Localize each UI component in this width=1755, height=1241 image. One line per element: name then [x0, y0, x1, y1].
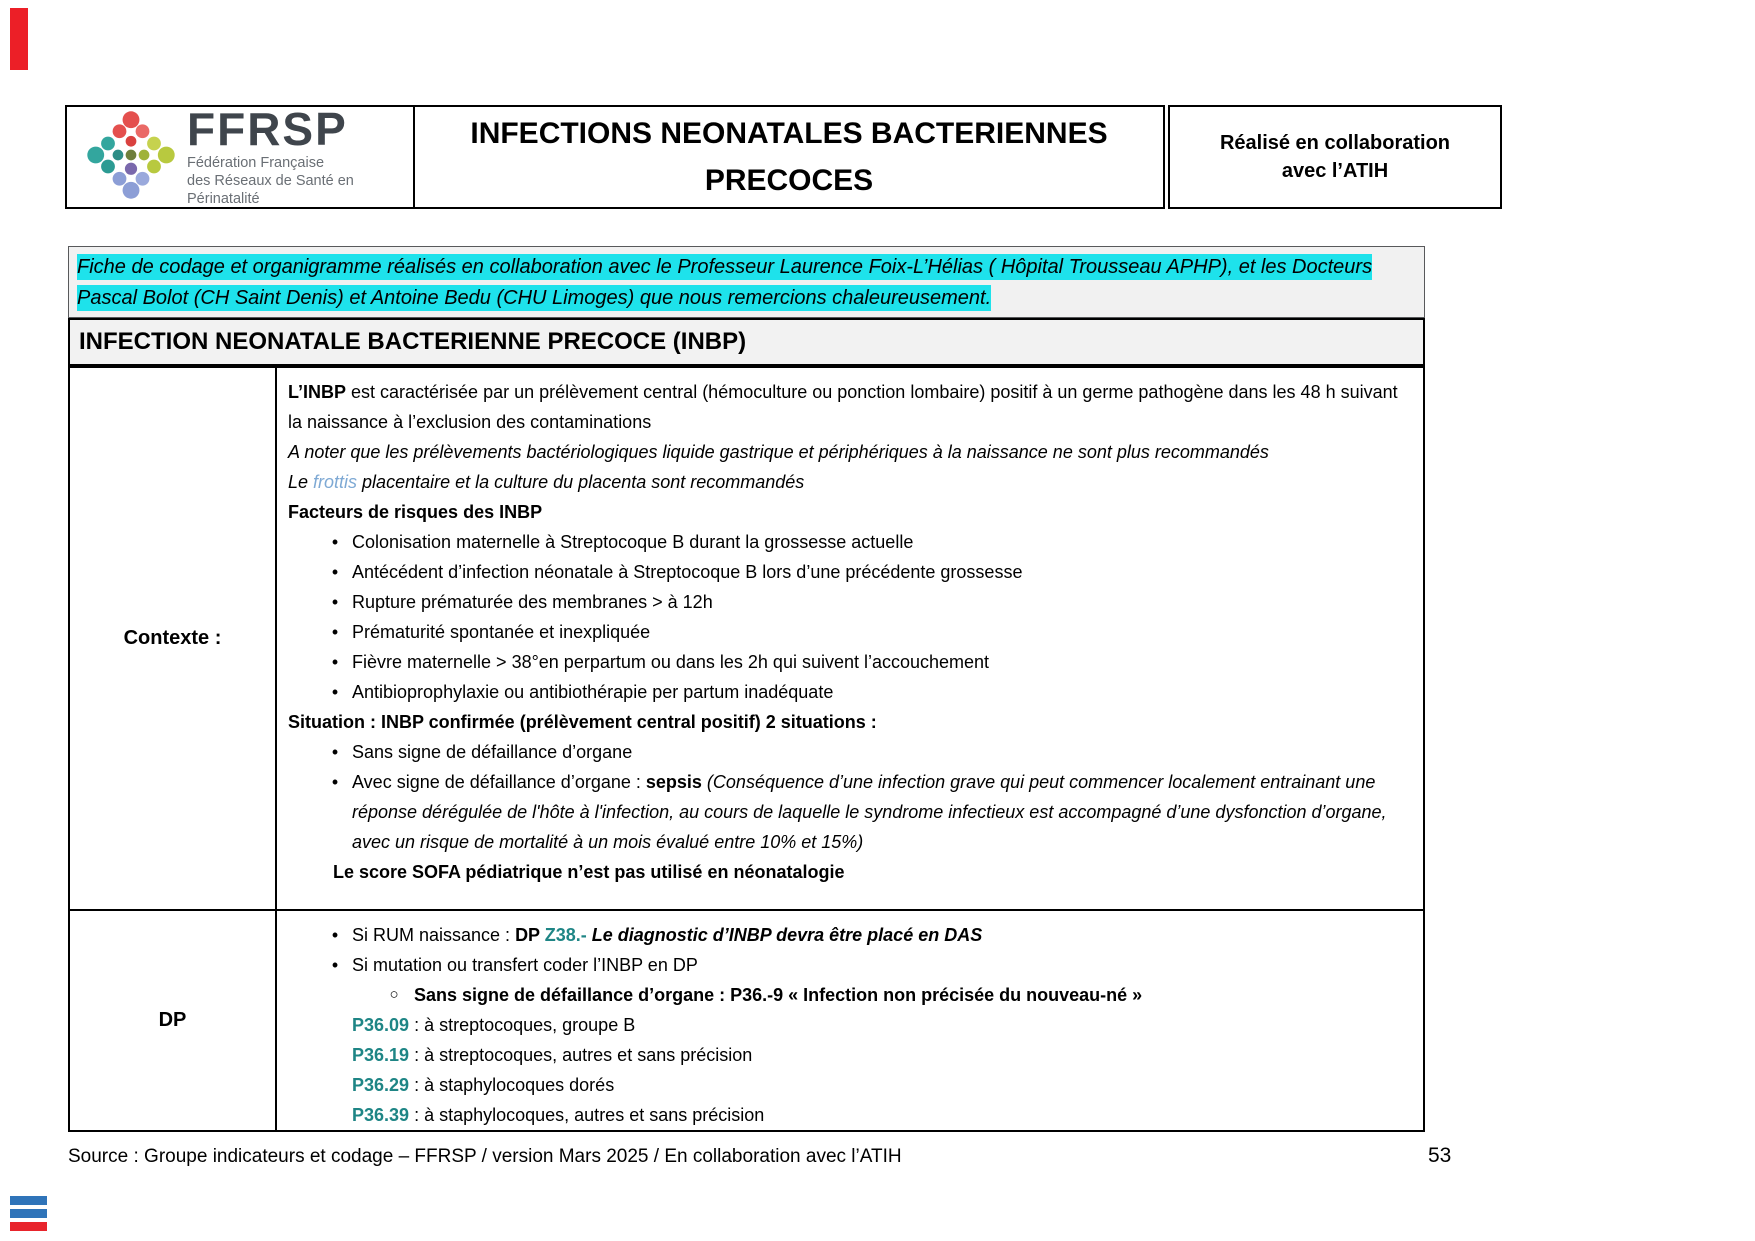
- heading-facteurs-risques: Facteurs de risques des INBP: [288, 502, 543, 522]
- situation-bullet-1: • Sans signe de défaillance d’organe: [288, 737, 1411, 767]
- bullet-icon: •: [331, 652, 339, 672]
- code-z38: Z38.-: [544, 925, 587, 945]
- paragraph-frottis: Le frottis placentaire et la culture du placenta sont recommandés: [288, 472, 805, 492]
- code-line-p3629: P36.29 : à staphylocoques dorés: [352, 1075, 615, 1095]
- code-line-p3619: P36.19 : à streptocoques, autres et sans précision: [352, 1045, 753, 1065]
- code-p3609: P36.09: [352, 1015, 410, 1035]
- paragraph-prelevements-note: A noter que les prélèvements bactériologiques liquide gastrique et périphériques à la naissance ne sont plus recommandés: [288, 442, 1269, 462]
- ffrsp-logo-icon: [85, 109, 177, 206]
- footer-source: Source : Groupe indicateurs et codage – FFRSP / version Mars 2025 / En collaboration avec l’ATIH: [68, 1146, 902, 1167]
- bullet-icon: •: [331, 592, 339, 612]
- circle-bullet-icon: ○: [389, 986, 399, 1003]
- paragraph-inbp-definition: L’INBP est caractérisée par un prélèvement central (hémoculture ou ponction lombaire) positif à un germe pathogène dans les 48 h suivant la naissance à l’exclusion des contaminations: [288, 382, 1398, 432]
- section-header: INFECTION NEONATALE BACTERIENNE PRECOCE (INBP): [68, 318, 1425, 366]
- bullet-icon: •: [331, 772, 339, 792]
- bottom-left-mark-1: [10, 1196, 47, 1205]
- logo-brand: FFRSP: [187, 103, 348, 155]
- table-row-dp: [70, 909, 1423, 1130]
- logo-cell: [67, 103, 415, 207]
- top-left-red-mark: [10, 8, 28, 70]
- dp-bullet-2: • Si mutation ou transfert coder l’INBP en DP: [288, 950, 1411, 980]
- header-band: [65, 105, 1165, 209]
- bullet-icon: •: [331, 562, 339, 582]
- frottis-link[interactable]: frottis: [313, 472, 358, 492]
- collab-box: [1168, 105, 1502, 209]
- page-title-line2: PRECOCES: [704, 164, 874, 197]
- logo-tagline: Fédération Française des Réseaux de Santé en Périnatalité: [187, 155, 354, 207]
- collab-line2: avec l’ATIH: [1281, 160, 1389, 182]
- page-title-line1: INFECTIONS NEONATALES BACTERIENNES: [470, 117, 1108, 150]
- dp-bullet-1: • Si RUM naissance : DP Z38.- Le diagnostic d’INBP devra être placé en DAS: [288, 920, 1411, 950]
- code-line-p3639: P36.39 : à staphylocoques, autres et sans précision: [352, 1105, 765, 1125]
- note-text: Fiche de codage et organigramme réalisés en collaboration avec le Professeur Laurence Foix-L’Hélias ( Hôpital Trousseau APHP), et les Docteurs Pascal Bolot (CH Saint Denis) et Antoine Bedu (CHU Limoges) que nous remercions chaleureusement.: [77, 256, 1373, 309]
- note-banner: [68, 246, 1425, 318]
- risk-bullet-4: • Prématurité spontanée et inexpliquée: [288, 617, 1411, 647]
- risk-bullet-3: • Rupture prématurée des membranes > à 12h: [288, 587, 1411, 617]
- code-line-p3609: P36.09 : à streptocoques, groupe B: [352, 1015, 636, 1035]
- coding-table: [68, 366, 1425, 1132]
- code-p3639: P36.39: [352, 1105, 410, 1125]
- bullet-icon: •: [331, 955, 339, 975]
- bottom-left-mark-3: [10, 1222, 47, 1231]
- risk-bullet-6: • Antibioprophylaxie ou antibiothérapie per partum inadéquate: [288, 677, 1411, 707]
- bullet-icon: •: [331, 532, 339, 552]
- code-p3619: P36.19: [352, 1045, 410, 1065]
- risk-bullet-1: • Colonisation maternelle à Streptocoque B durant la grossesse actuelle: [288, 527, 1411, 557]
- situation-bullet-2: • Avec signe de défaillance d’organe : sepsis (Conséquence d’une infection grave qui peut commencer localement entrainant une réponse dérégulée de l'hôte à l'infection, au cours de laquelle le syndrome infectieux est accompagné d’une dysfonction d’organe, avec un risque de mortalité à un mois évalué entre 10% et 15%): [288, 767, 1411, 857]
- risk-bullet-2: • Antécédent d’infection néonatale à Streptocoque B lors d’une précédente grossesse: [288, 557, 1411, 587]
- dp-label: DP: [70, 911, 277, 1130]
- heading-situation: Situation : INBP confirmée (prélèvement central positif) 2 situations :: [288, 712, 877, 732]
- page-title: [415, 107, 1163, 207]
- risk-bullet-5: • Fièvre maternelle > 38°en perpartum ou dans les 2h qui suivent l’accouchement: [288, 647, 1411, 677]
- page-number: 53: [1428, 1144, 1452, 1167]
- bullet-icon: •: [331, 682, 339, 702]
- sepsis-term: sepsis: [645, 772, 702, 792]
- bottom-left-mark-2: [10, 1209, 47, 1218]
- dp-subbullet-1: ○ Sans signe de défaillance d’organe : P36.-9 « Infection non précisée du nouveau-né »: [288, 980, 1411, 1010]
- bullet-icon: •: [331, 925, 339, 945]
- collab-line1: Réalisé en collaboration: [1219, 132, 1451, 154]
- dp-content: [277, 911, 1423, 1130]
- bullet-icon: •: [331, 742, 339, 762]
- contexte-content: [277, 368, 1423, 909]
- code-p3629: P36.29: [352, 1075, 410, 1095]
- contexte-label: Contexte :: [70, 368, 277, 909]
- sofa-note: Le score SOFA pédiatrique n’est pas utilisé en néonatalogie: [333, 862, 845, 882]
- table-row-contexte: [70, 368, 1423, 909]
- logo-text: [187, 103, 413, 208]
- bullet-icon: •: [331, 622, 339, 642]
